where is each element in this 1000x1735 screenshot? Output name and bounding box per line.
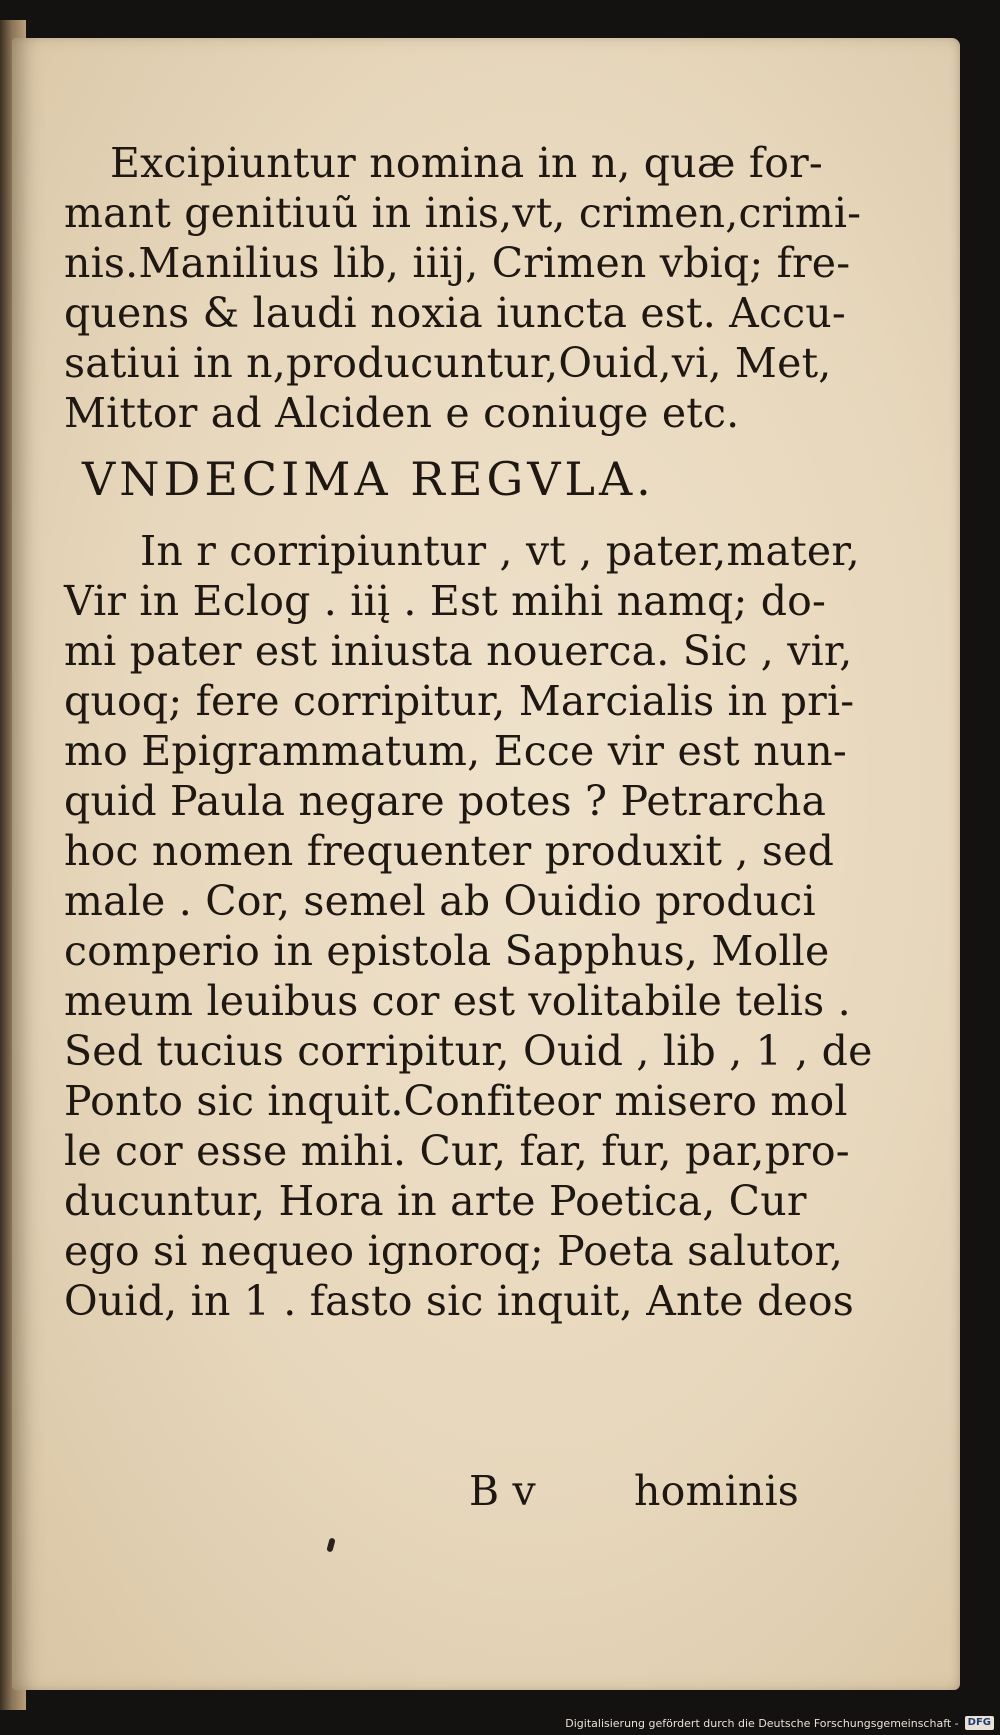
text-line: Ouid, in 1 . fasto sic inquit, Ante deos bbox=[64, 1277, 855, 1325]
page-text-block bbox=[64, 138, 873, 1515]
text-line: ducuntur, Hora in arte Poetica, Cur bbox=[64, 1177, 807, 1225]
text-line: In r corripiuntur , vt , pater,mater, bbox=[140, 527, 860, 575]
page-footer-line bbox=[64, 1466, 804, 1516]
text-line: Excipiuntur nomina in n, quæ for- bbox=[110, 139, 823, 187]
credit-text: Digitalisierung gefördert durch die Deutsche Forschungsgemeinschaft - bbox=[565, 1716, 959, 1730]
text-line: le cor esse mihi. Cur, far, fur, par,pro- bbox=[64, 1127, 850, 1175]
text-line: satiui in n,producuntur,Ouid,vi, Met, bbox=[64, 339, 832, 387]
text-line: Ponto sic inquit.Confiteor misero mol bbox=[64, 1077, 848, 1125]
text-line: meum leuibus cor est volitabile telis . bbox=[64, 977, 851, 1025]
section-heading: VNDECIMA REGVLA. bbox=[82, 452, 655, 506]
text-line: comperio in epistola Sapphus, Molle bbox=[64, 927, 830, 975]
text-line: Vir in Eclog . iiį . Est mihi namq; do- bbox=[64, 577, 827, 625]
ink-speck bbox=[326, 1537, 335, 1552]
text-line: Mittor ad Alciden e coniuge etc. bbox=[64, 389, 740, 437]
text-line: quid Paula negare potes ? Petrarcha bbox=[64, 777, 827, 825]
dfg-logo-icon: DFG bbox=[965, 1716, 994, 1730]
text-line: nis.Manilius lib, iiij, Crimen vbiq; fre- bbox=[64, 239, 851, 287]
catchword: hominis bbox=[634, 1467, 800, 1515]
text-line: quoq; fere corripitur, Marcialis in pri- bbox=[64, 677, 855, 725]
text-line: mo Epigrammatum, Ecce vir est nun- bbox=[64, 727, 847, 775]
book-page bbox=[12, 38, 960, 1690]
text-line: Sed tucius corripitur, Ouid , lib , 1 , de bbox=[64, 1027, 873, 1075]
text-line: hoc nomen frequenter produxit , sed bbox=[64, 827, 835, 875]
text-line: male . Cor, semel ab Ouidio produci bbox=[64, 877, 816, 925]
signature-mark: B v bbox=[469, 1467, 536, 1515]
text-line: mant genitiuũ in inis,vt, crimen,crimi- bbox=[64, 189, 862, 237]
digitization-credit bbox=[565, 1715, 994, 1731]
text-line: mi pater est iniusta nouerca. Sic , vir, bbox=[64, 627, 853, 675]
text-line: quens & laudi noxia iuncta est. Accu- bbox=[64, 289, 846, 337]
text-line: ego si nequeo ignoroq; Poeta salutor, bbox=[64, 1227, 844, 1275]
